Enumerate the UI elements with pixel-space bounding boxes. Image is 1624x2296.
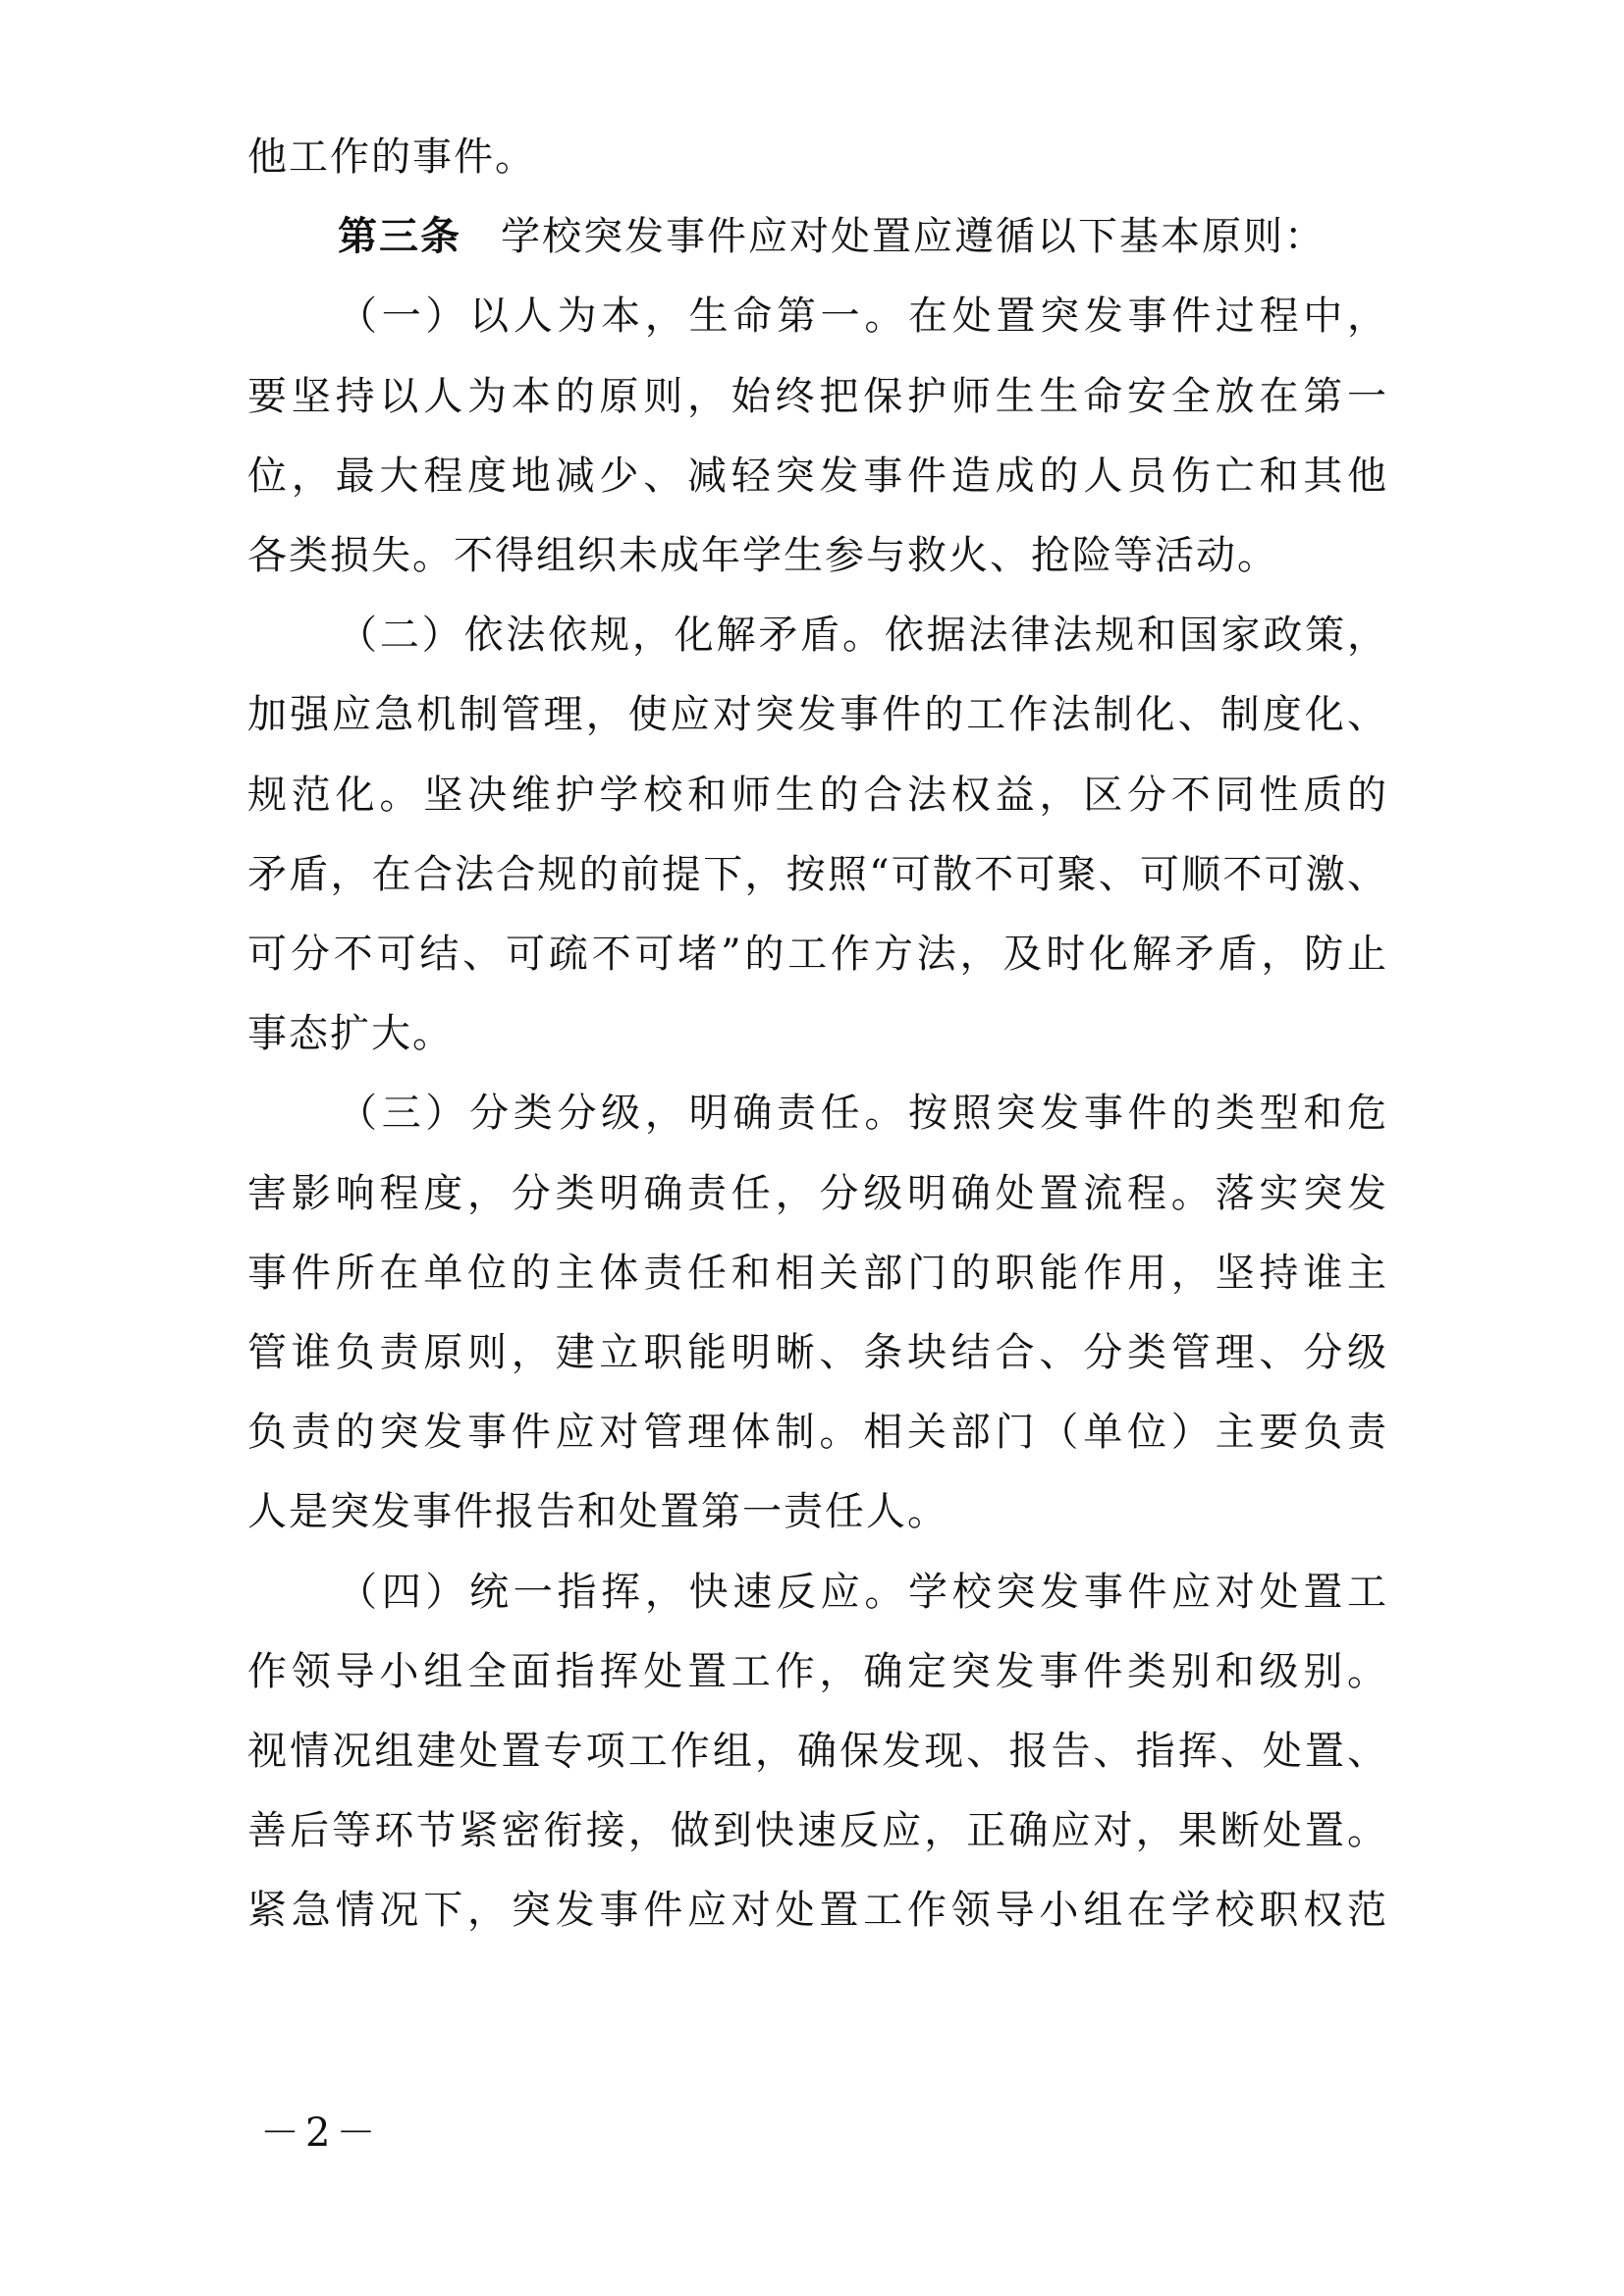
line-text: 规范化。坚决维护学校和师生的合法权益，区分不同性质的 [247, 772, 1388, 818]
body-line [247, 927, 1388, 982]
body-line [247, 1405, 1388, 1460]
body-line [247, 847, 1388, 902]
body-line [247, 369, 1388, 424]
line-text: （四）统一指挥，快速反应。学校突发事件应对处置工 [338, 1569, 1388, 1615]
line-text: 位，最大程度地减少、减轻突发事件造成的人员伤亡和其他 [247, 453, 1388, 499]
body-line [247, 1803, 1388, 1858]
body-line [247, 1006, 1388, 1061]
article-label: 第三条 [338, 214, 461, 260]
line-text: 人是突发事件报告和处置第一责任人。 [247, 1489, 948, 1535]
body-line [247, 768, 1388, 823]
line-text: 可分不可结、可疏不可堵”的工作方法，及时化解矛盾，防止 [247, 932, 1388, 977]
line-text: （一）以人为本，生命第一。在处置突发事件过程中， [338, 294, 1388, 340]
body-line [247, 1484, 1388, 1539]
body-line [338, 289, 1388, 344]
line-text: 善后等环节紧密衔接，做到快速反应，正确应对，果断处置。 [247, 1808, 1388, 1854]
body-line [247, 1166, 1388, 1221]
line-text: 他工作的事件。 [247, 134, 536, 180]
line-text: 作领导小组全面指挥处置工作，确定突发事件类别和级别。 [247, 1648, 1388, 1694]
body-line [338, 608, 1388, 663]
page-number: －2－ [260, 2110, 382, 2156]
line-text: 害影响程度，分类明确责任，分级明确处置流程。落实突发 [247, 1170, 1388, 1216]
line-text: 管谁负责原则，建立职能明晰、条块结合、分类管理、分级 [247, 1330, 1388, 1375]
line-text: 要坚持以人为本的原则，始终把保护师生生命安全放在第一 [247, 373, 1388, 419]
line-text: （三）分类分级，明确责任。按照突发事件的类型和危 [338, 1091, 1388, 1137]
line-text: 负责的突发事件应对管理体制。相关部门（单位）主要负责 [247, 1410, 1388, 1456]
line-text: 视情况组建处置专项工作组，确保发现、报告、指挥、处置、 [247, 1729, 1388, 1774]
body-line [247, 528, 1388, 583]
line-text: 学校突发事件应对处置应遵循以下基本原则： [501, 214, 1326, 260]
line-text: 各类损失。不得组织未成年学生参与救火、抢险等活动。 [247, 533, 1278, 578]
body-line [247, 1724, 1388, 1779]
body-line [247, 1883, 1388, 1938]
body-line [338, 1086, 1388, 1141]
body-line [247, 1644, 1388, 1699]
body-line [247, 449, 1388, 504]
body-line [247, 687, 1388, 742]
line-text: 加强应急机制管理，使应对突发事件的工作法制化、制度化、 [247, 692, 1388, 738]
body-line [338, 1565, 1388, 1620]
line-text: 矛盾，在合法合规的前提下，按照“可散不可聚、可顺不可激、 [247, 851, 1388, 897]
body-line [247, 130, 1388, 185]
line-text: 事态扩大。 [247, 1011, 454, 1057]
line-text: 紧急情况下，突发事件应对处置工作领导小组在学校职权范 [247, 1888, 1388, 1934]
line-text: 事件所在单位的主体责任和相关部门的职能作用，坚持谁主 [247, 1250, 1388, 1296]
line-text: （二）依法依规，化解矛盾。依据法律法规和国家政策， [338, 613, 1388, 659]
body-line [338, 209, 1388, 264]
body-line [247, 1325, 1388, 1380]
body-line [247, 1246, 1388, 1301]
